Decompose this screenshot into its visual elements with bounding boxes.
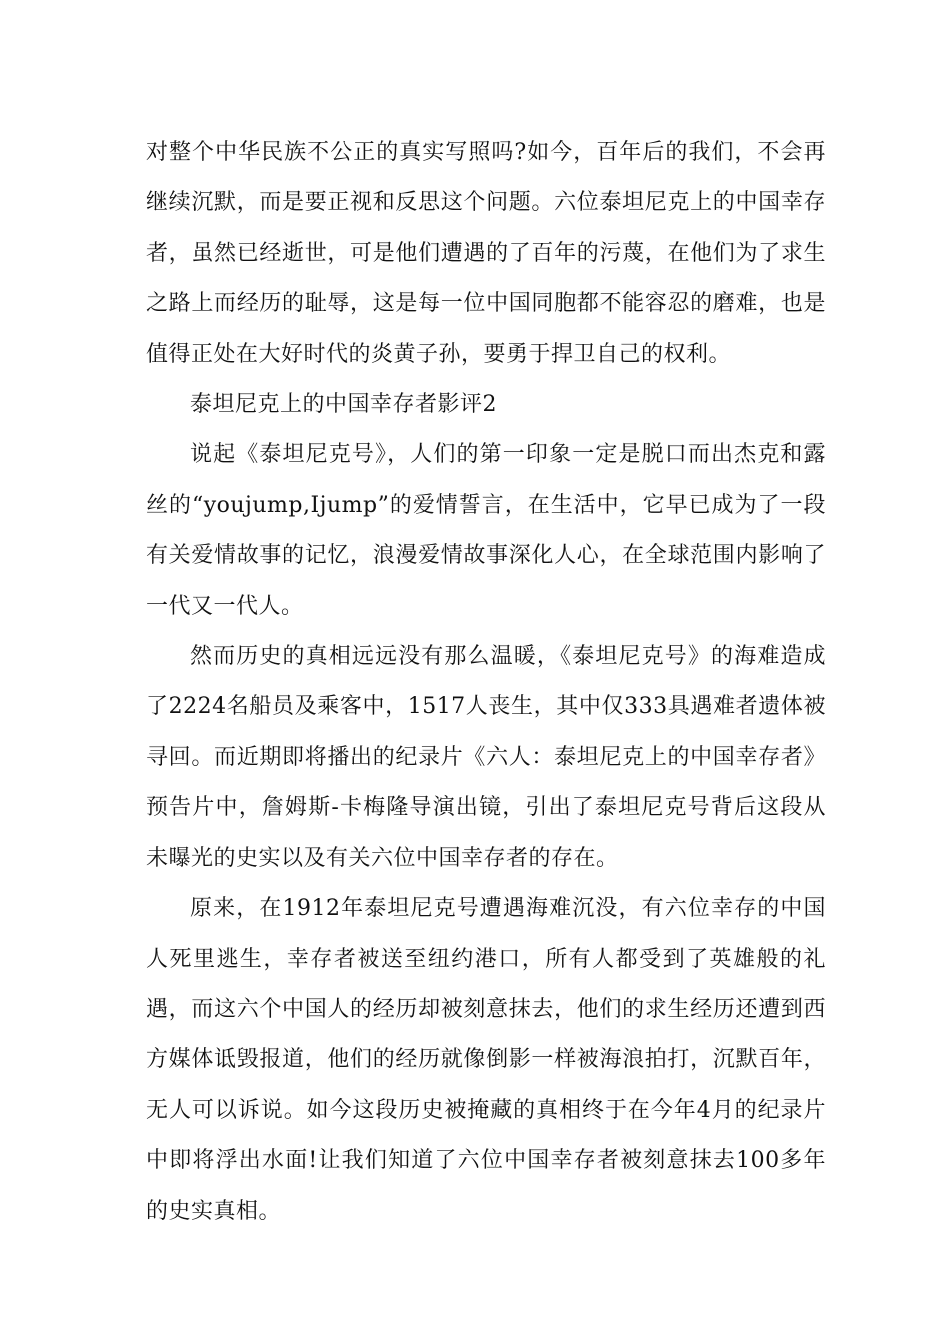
paragraph: 原来，在1912年泰坦尼克号遭遇海难沉没，有六位幸存的中国人死里逃生，幸存者被送至纽约港口，所有人都受到了英雄般的礼遇，而这六个中国人的经历却被刻意抹去，他们的求生经历还遭到西方媒体诋毁报道，他们的经历就像倒影一样被海浪拍打，沉默百年，无人可以诉说。如今这段历史被掩藏的真相终于在今年4月的纪录片中即将浮出水面!让我们知道了六位中国幸存者被刻意抹去100多年的史实真相。 (146, 896, 826, 1224)
paragraph: 然而历史的真相远远没有那么温暖，《泰坦尼克号》的海难造成了2224名船员及乘客中，1517人丧生，其中仅333具遇难者遗体被寻回。而近期即将播出的纪录片《六人：泰坦尼克上的中国幸存者》预告片中，詹姆斯-卡梅隆导演出镜，引出了泰坦尼克号背后这段从未曝光的史实以及有关六位中国幸存者的存在。 (146, 644, 826, 871)
paragraph: 说起《泰坦尼克号》，人们的第一印象一定是脱口而出杰克和露丝的“youjump,Ijump”的爱情誓言，在生活中，它早已成为了一段有关爱情故事的记忆，浪漫爱情故事深化人心，在全球范围内影响了一代又一代人。 (146, 442, 826, 619)
section-heading: 泰坦尼克上的中国幸存者影评2 (190, 392, 497, 418)
document-body (146, 128, 826, 1237)
paragraph-continuation: 对整个中华民族不公正的真实写照吗?如今，百年后的我们，不会再继续沉默，而是要正视和反思这个问题。六位泰坦尼克上的中国幸存者，虽然已经逝世，可是他们遭遇的了百年的污蔑，在他们为了求生之路上而经历的耻辱，这是每一位中国同胞都不能容忍的磨难，也是值得正处在大好时代的炎黄子孙，要勇于捍卫自己的权利。 (146, 140, 826, 367)
